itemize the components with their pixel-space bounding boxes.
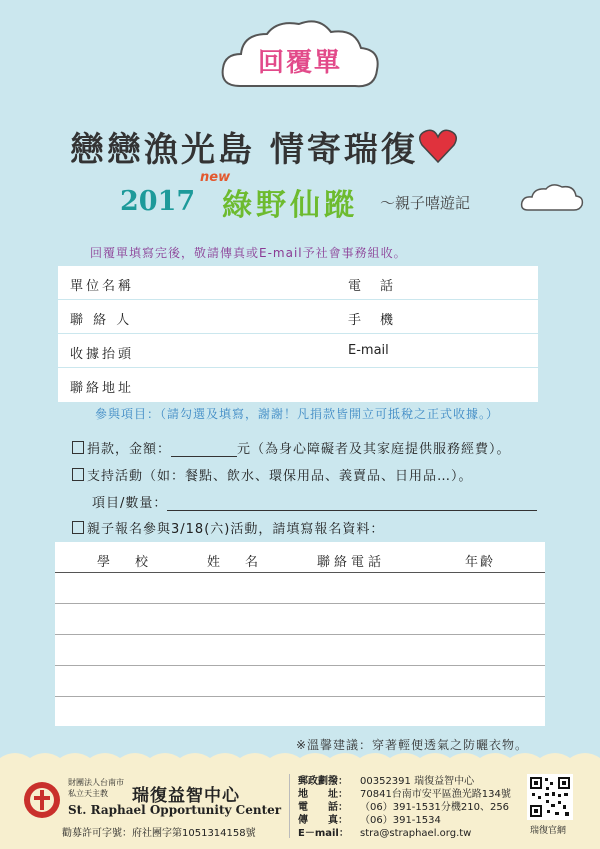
contact-key: 電 話： xyxy=(298,802,348,813)
support-label: 支持活動（如：餐點、飲水、環保用品、義賣品、日用品…）。 xyxy=(87,469,473,484)
contact-value: 00352391 瑞復益智中心 xyxy=(360,776,475,787)
col-age: 年齡 xyxy=(465,555,496,570)
contact-key: E－mail： xyxy=(298,828,349,839)
unit-name-field[interactable]: 單位名稱 xyxy=(70,279,135,294)
heart-icon xyxy=(418,128,458,164)
org-english-name: St. Raphael Opportunity Center xyxy=(68,803,282,817)
small-cloud xyxy=(520,182,584,214)
contact-key: 郵政劃撥： xyxy=(298,776,348,787)
event-subtitle-suffix: ～親子嘻遊記 xyxy=(380,194,471,212)
registration-table xyxy=(55,542,545,726)
contact-key: 地 址： xyxy=(298,789,348,800)
email-field[interactable]: E-mail xyxy=(348,343,389,358)
contact-row xyxy=(298,788,511,801)
event-subtitle: 綠野仙蹤 xyxy=(222,188,358,223)
contact-person-field[interactable]: 聯 絡 人 xyxy=(70,313,133,328)
permit-number: 勸募許可字號：府社團字第1051314158號 xyxy=(62,828,256,839)
table-header xyxy=(55,542,545,573)
info-row xyxy=(58,334,538,368)
org-logo-icon xyxy=(22,780,62,820)
family-checkbox[interactable] xyxy=(72,521,84,534)
qr-code-icon[interactable] xyxy=(527,774,573,820)
info-row xyxy=(58,300,538,334)
items-note: 參與項目：（請勾選及填寫，謝謝！凡捐款皆開立可抵稅之正式收據。） xyxy=(95,407,500,421)
phone-field[interactable]: 電 話 xyxy=(348,279,397,294)
col-name: 姓 名 xyxy=(207,555,265,570)
contact-value: 70841台南市安平區漁光路134號 xyxy=(360,789,511,800)
table-row[interactable] xyxy=(55,666,545,697)
item-qty-row xyxy=(92,492,537,511)
item-qty-input[interactable] xyxy=(167,496,537,511)
contact-key: 傳 真： xyxy=(298,815,348,826)
contact-info xyxy=(298,775,511,840)
contact-row xyxy=(298,827,511,840)
mobile-field[interactable]: 手 機 xyxy=(348,313,397,328)
new-tag: new xyxy=(200,170,231,185)
table-row[interactable] xyxy=(55,697,545,727)
info-form xyxy=(58,266,538,402)
org-small-name: 財團法人台南市私立天主教 xyxy=(68,778,124,798)
col-school: 學 校 xyxy=(97,555,155,570)
amount-input[interactable] xyxy=(171,442,237,457)
contact-row xyxy=(298,814,511,827)
event-year: 2017 xyxy=(120,186,196,217)
support-checkbox[interactable] xyxy=(72,468,84,481)
item-qty-label: 項目/數量： xyxy=(92,496,168,511)
footer-divider xyxy=(289,774,290,838)
table-row[interactable] xyxy=(55,573,545,604)
contact-row xyxy=(298,775,511,788)
qr-label: 瑞復官網 xyxy=(530,826,567,836)
contact-row xyxy=(298,801,511,814)
title-cloud xyxy=(215,16,385,96)
info-row xyxy=(58,368,538,401)
contact-value: （06）391-1534 xyxy=(360,815,441,826)
col-phone: 聯絡電話 xyxy=(317,555,386,570)
org-name: 瑞復益智中心 xyxy=(132,786,240,806)
reply-badge: 回覆單 xyxy=(257,48,342,78)
headline: 戀戀漁光島 情寄瑞復 xyxy=(70,130,418,170)
support-option xyxy=(72,465,473,484)
contact-value: （06）391-1531分機210、256 xyxy=(360,802,510,813)
family-option xyxy=(72,518,384,537)
donate-option xyxy=(72,438,511,457)
address-field[interactable]: 聯絡地址 xyxy=(70,381,135,396)
warm-note: ※溫馨建議：穿著輕便透氣之防曬衣物。 xyxy=(296,738,529,752)
table-row[interactable] xyxy=(55,635,545,666)
family-label: 親子報名參與3/18(六)活動，請填寫報名資料： xyxy=(87,522,385,537)
donate-suffix: 元（為身心障礙者及其家庭提供服務經費）。 xyxy=(237,442,511,457)
contact-email-link[interactable]: stra@straphael.org.tw xyxy=(360,828,472,839)
table-row[interactable] xyxy=(55,604,545,635)
small-cloud-shape xyxy=(520,182,584,214)
info-row xyxy=(58,266,538,300)
donate-label: 捐款，金額： xyxy=(87,442,172,457)
donate-checkbox[interactable] xyxy=(72,441,84,454)
instruction-text: 回覆單填寫完後，敬請傳真或E-mail予社會事務組收。 xyxy=(90,246,407,260)
receipt-title-field[interactable]: 收據抬頭 xyxy=(70,347,135,362)
